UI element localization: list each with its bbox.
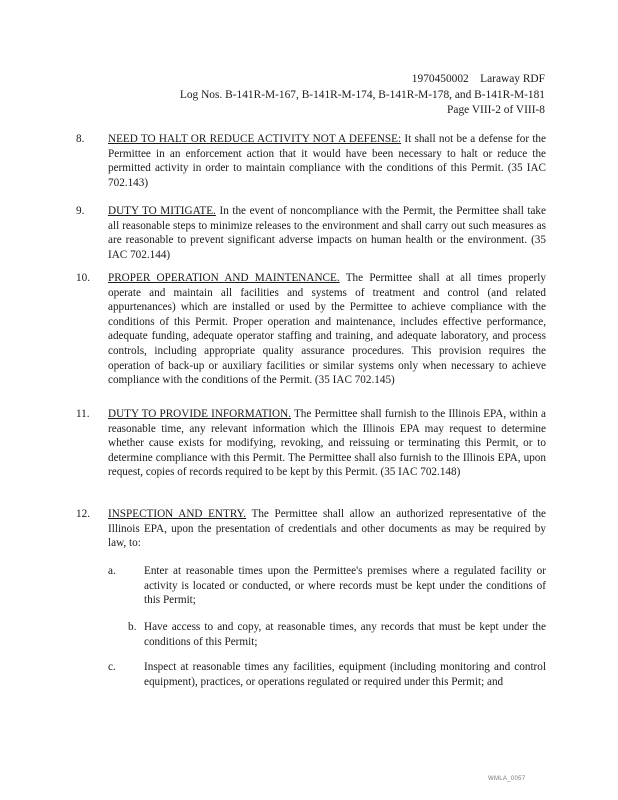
condition-9	[76, 204, 546, 262]
condition-text: It shall not be a defense for the Permittee in an enforcement action that it would have been necessary to halt or reduce the permitted activity in order to maintain compliance with the conditions of this Permit. (35 IAC 702.143)	[108, 133, 546, 189]
condition-number: 9.	[76, 205, 85, 217]
condition-12	[76, 507, 546, 551]
condition-text: In the event of noncompliance with the Permit, the Permittee shall take all reasonable steps to minimize releases to the environment and shall carry out such measures as are reasonable to prevent significant adverse impacts on human health or the environment. (35 IAC 702.144)	[108, 205, 546, 261]
header-log-line: Log Nos. B-141R-M-167, B-141R-M-174, B-141R-M-178, and B-141R-M-181	[179, 88, 545, 101]
subcondition-b	[128, 620, 546, 649]
subcondition-c	[108, 660, 546, 689]
condition-body	[108, 271, 546, 388]
condition-body	[108, 132, 546, 190]
header-page-line: Page VIII-2 of VIII-8	[447, 104, 545, 116]
condition-text: The Permittee shall furnish to the Illinois EPA, within a reasonable time, any relevant information which the Illinois EPA may request to determine whether cause exists for modifying, revoking, and reissuing or terminating this Permit, or to determine compliance with this Permit. The Permittee shall also furnish to the Illinois EPA, upon request, copies of records required to be kept by this Permit. (35 IAC 702.148)	[108, 408, 547, 479]
page-header	[180, 72, 545, 119]
condition-body	[108, 407, 546, 480]
subcondition-letter: c.	[108, 661, 116, 673]
condition-number: 11.	[76, 408, 90, 420]
condition-number: 10.	[76, 272, 90, 284]
condition-body	[108, 507, 546, 551]
condition-10	[76, 271, 546, 388]
condition-text: The Permittee shall allow an authorized representative of the Illinois EPA, upon the presentation of credentials and other documents as may be required by law, to:	[108, 508, 547, 550]
subcondition-text: Have access to and copy, at reasonable times, any records that must be kept under the conditions of this Permit;	[144, 621, 546, 648]
condition-heading: NEED TO HALT OR REDUCE ACTIVITY NOT A DEFENSE:	[108, 133, 402, 145]
condition-8	[76, 132, 546, 190]
bates-stamp: WMLA_0057	[488, 776, 526, 782]
condition-text: The Permittee shall at all times properly operate and maintain all facilities and systems of treatment and control (and related appurtenances) which are installed or used by the Permittee to achieve compliance with the conditions of this Permit. Proper operation and maintenance, includes effective performance, adequate funding, adequate operator staffing and training, and adequate laboratory, and process controls, including appropriate quality assurance procedures. This provision requires the operation of back-up or auxiliary facilities or similar systems only when necessary to achieve compliance with the conditions of the Permit. (35 IAC 702.145)	[108, 272, 546, 387]
subcondition-a	[108, 564, 546, 608]
condition-heading: PROPER OPERATION AND MAINTENANCE.	[108, 272, 340, 284]
subcondition-text: Enter at reasonable times upon the Permittee's premises where a regulated facility or activity is located or conducted, or where records must be kept under the conditions of this Permit;	[144, 565, 546, 607]
header-permit-line: 1970450002 Laraway RDF	[411, 73, 545, 85]
condition-number: 12.	[76, 508, 90, 520]
condition-heading: DUTY TO MITIGATE.	[108, 205, 216, 217]
subcondition-letter: a.	[108, 565, 116, 577]
condition-number: 8.	[76, 133, 85, 145]
condition-heading: DUTY TO PROVIDE INFORMATION.	[108, 408, 291, 420]
condition-heading: INSPECTION AND ENTRY.	[108, 508, 247, 520]
subcondition-letter: b.	[128, 621, 137, 633]
condition-11	[76, 407, 546, 480]
condition-body	[108, 204, 546, 262]
subcondition-text: Inspect at reasonable times any facilities, equipment (including monitoring and control equipment), practices, or operations regulated or required under this Permit; and	[144, 661, 546, 688]
